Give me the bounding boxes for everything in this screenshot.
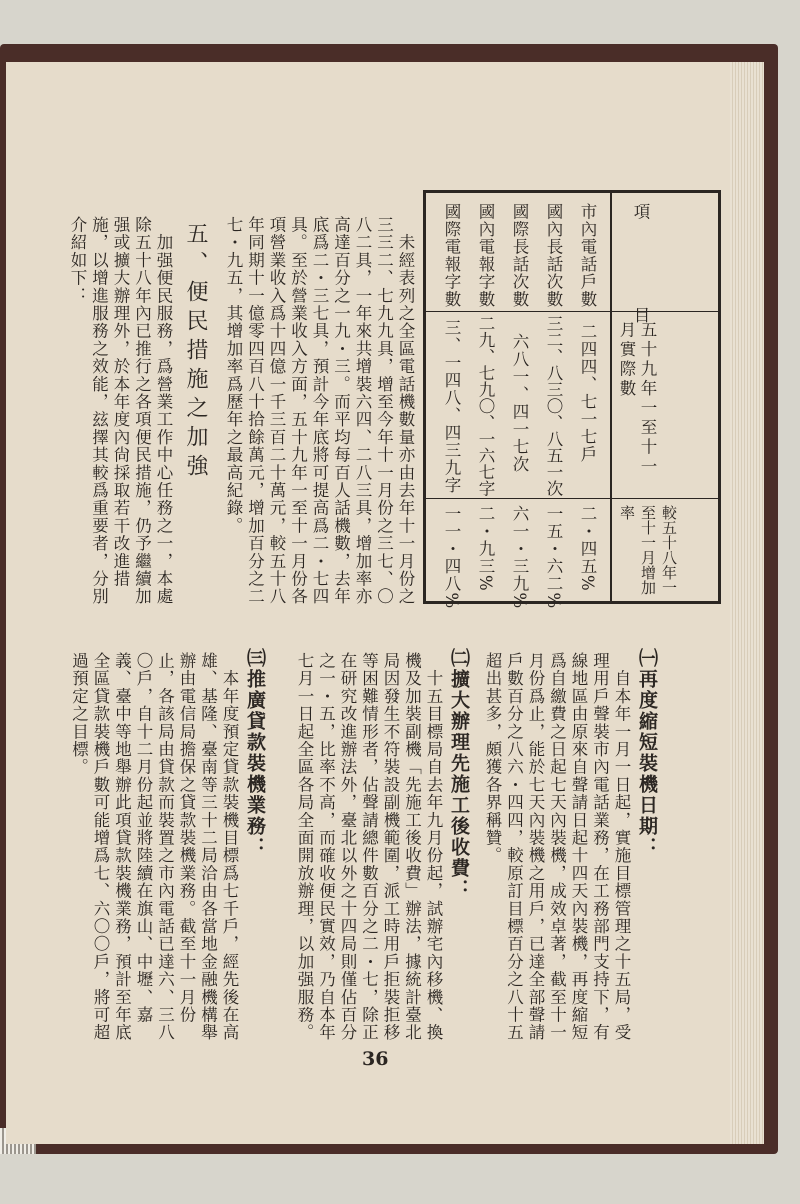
statistics-table xyxy=(423,190,721,610)
section-intro-paragraph: 加强便民服務，爲營業工作中心任務之一，本處除五十八年內已推行之各項便民措施，仍予繼續加强或擴大辦理外，於本年度內尙採取若干改進措施，以增進服務之效能，玆擇其較爲重要者，分別介紹如下： xyxy=(68,216,173,606)
table-row-item: 國際電報字數 xyxy=(442,203,461,308)
table-row-actual: 三、一四八、四三九字 xyxy=(442,319,461,494)
subsection-body-2: 十五目標局自去年九月份起，試辦宅內移機、換機及加裝副機「先施工後收費」辦法，據統計臺北局因發生不符裝設副機範圍，派工時用戶拒裝拒移等困難情形者，佔聲請總件數百分之二・七，除正在研究改進辦法外，臺北以外之十四局則僅佔百分之一・五，比率不高，而確收便民實效，乃自本年七月一日起全區各局全面開放辦理，以加强服務。 xyxy=(295,652,443,1042)
table-rule xyxy=(426,498,718,499)
table-row-actual: 二九、七九〇、一六七字 xyxy=(476,315,495,497)
table-header-actual: 五十九年一至十一月實際數 xyxy=(617,321,657,477)
table-header-rate: 較五十八年一至十一月增加率 xyxy=(618,505,678,595)
table-row-item: 國內長話次數 xyxy=(544,203,563,308)
table-row-item: 國際長話次數 xyxy=(510,203,529,308)
table-rule xyxy=(426,311,718,312)
table-row-actual: 三二、八三〇、八五一次 xyxy=(544,315,563,497)
subsection-heading-3: ㈢推廣貸款裝機業務： xyxy=(244,648,266,858)
page-number: 36 xyxy=(362,1048,389,1070)
subsection-body-3: 本年度預定貸款裝機目標爲七千戶，經先後在高雄、基隆、臺南等三十二局洽由各當地金融機構舉辦由電信局擔保之貸款裝機業務。截至十一月份止，各該局由貸款而裝置之市內電話已達六、三八〇戶，自十二月份起並將陸續在旗山、中壢、嘉義、臺中等地舉辦此項貸款裝機業務，預計至年底全區貸款裝機戶數可能增爲七、六〇〇戶，將可超過預定之目標。 xyxy=(69,652,239,1042)
subsection-heading-1: ㈠再度縮短裝機日期： xyxy=(636,648,658,858)
table-row-rate: 一五・六二% xyxy=(544,505,563,610)
table-row-actual: 二四四、七一七戶 xyxy=(578,323,597,463)
table-row-rate: 二・四五% xyxy=(578,505,597,592)
statistics-paragraph: 未經表列之全區電話機數量亦由去年十一月份之三三二、七九九具，增至今年十一月份之三七、〇八二具，一年來共增裝六四、二八三具，增加率亦高達百分之一九・三。而平均每百人話機數，去年底爲二・三七具，預計今年底將可提高爲二・七四具。至於營業收入方面，五十九年一至十一月份各項營業收入爲十四億一千三百二十萬元，較五十八年同期十一億零四百八十拾餘萬元，增加百分之二七・九五，其增加率爲歷年之最高紀錄。 xyxy=(224,216,415,606)
table-row-rate: 二・九三% xyxy=(476,505,495,592)
table-row-item: 市內電話戶數 xyxy=(578,203,597,308)
table-row-item: 國內電報字數 xyxy=(476,203,495,308)
table-row-rate: 一一・四八% xyxy=(442,505,461,610)
table-row-rate: 六一・三九% xyxy=(510,505,529,610)
table-header-divider xyxy=(610,193,612,601)
table-header-item: 項 目 xyxy=(631,203,650,341)
section-heading: 五、便民措施之加強 xyxy=(183,222,208,483)
subsection-body-1: 自本年一月一日起，實施目標管理之十五局，受理用戶聲裝市內電話業務，在工務部門支持下，有線地區由原來自聲請日起十四天內裝機，再度縮短爲自繳費之日起七天內裝機，成效卓著，截至十一月份爲止，能於七天內裝機之用戶，已達全部聲請戶數百分之八六・四四，較原訂目標百分之八十五超出甚多，頗獲各界稱贊。 xyxy=(483,652,631,1042)
table-row-actual: 六八一、四一七次 xyxy=(510,333,529,473)
subsection-heading-2: ㈡擴大辦理先施工後收費： xyxy=(448,648,470,900)
page-edges xyxy=(730,62,764,1144)
